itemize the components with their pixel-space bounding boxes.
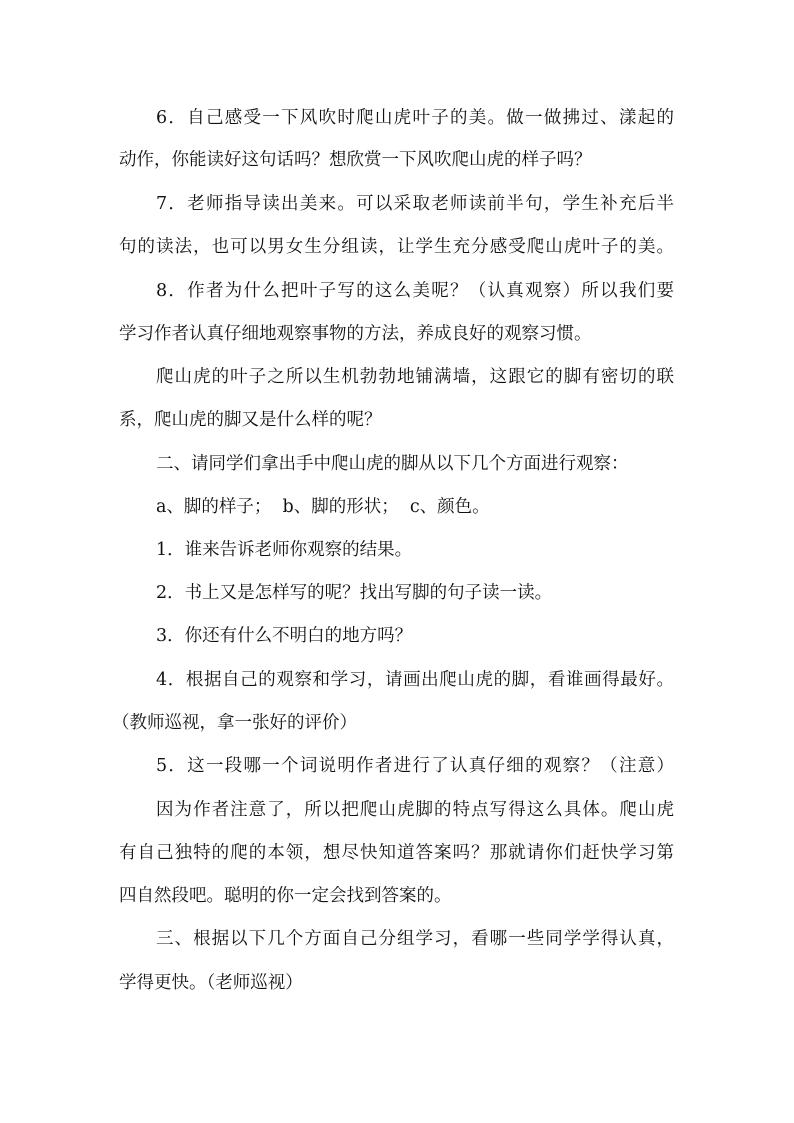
- paragraph-text: 3．你还有什么不明白的地方吗？: [156, 626, 413, 646]
- paragraph-text: 四自然段吧。聪明的你一定会找到答案的。: [119, 886, 452, 906]
- paragraph-text: 7．老师指导读出美来。可以采取老师读前半句，学生补充后半: [156, 194, 674, 214]
- paragraph-text: 系，爬山虎的脚又是什么样的呢？: [119, 410, 382, 430]
- paragraph-text: 5．这一段哪一个词说明作者进行了认真仔细的观察？（注意）: [156, 756, 674, 776]
- paragraph-text: 因为作者注意了，所以把爬山虎脚的特点写得这么具体。爬山虎: [156, 800, 674, 820]
- paragraph-text: 有自己独特的爬的本领，想尽快知道答案吗？那就请你们赶快学习第: [119, 843, 674, 863]
- paragraph-text: 爬山虎的叶子之所以生机勃勃地铺满墙，这跟它的脚有密切的联: [156, 367, 674, 387]
- paragraph-text: 动作，你能读好这句话吗？想欣赏一下风吹爬山虎的样子吗？: [119, 150, 592, 170]
- paragraph-text: 6．自己感受一下风吹时爬山虎叶子的美。做一做拂过、漾起的: [156, 108, 674, 128]
- paragraph-text: 1．谁来告诉老师你观察的结果。: [156, 540, 413, 560]
- paragraph-text: 学习作者认真仔细地观察事物的方法，养成良好的观察习惯。: [119, 324, 592, 344]
- section-heading-text: 三、根据以下几个方面自己分组学习，看哪一些同学学得认真，: [156, 929, 674, 949]
- paragraph-text: 4．根据自己的观察和学习，请画出爬山虎的脚，看谁画得最好。: [156, 670, 674, 690]
- section-heading-text: 二、请同学们拿出手中爬山虎的脚从以下几个方面进行观察：: [156, 454, 629, 474]
- paragraph-text: 句的读法，也可以男女生分组读，让学生充分感受爬山虎叶子的美。: [119, 237, 674, 257]
- paragraph-text: （教师巡视，拿一张好的评价）: [112, 713, 357, 733]
- paragraph-text: 2．书上又是怎样写的呢？找出写脚的句子读一读。: [156, 583, 553, 603]
- paragraph-text: 8．作者为什么把叶子写的这么美呢？（认真观察）所以我们要: [156, 281, 674, 301]
- paragraph-text: 学得更快。（老师巡视）: [119, 973, 303, 993]
- paragraph-text: a、脚的样子； b、脚的形状； c、颜色。: [156, 497, 490, 517]
